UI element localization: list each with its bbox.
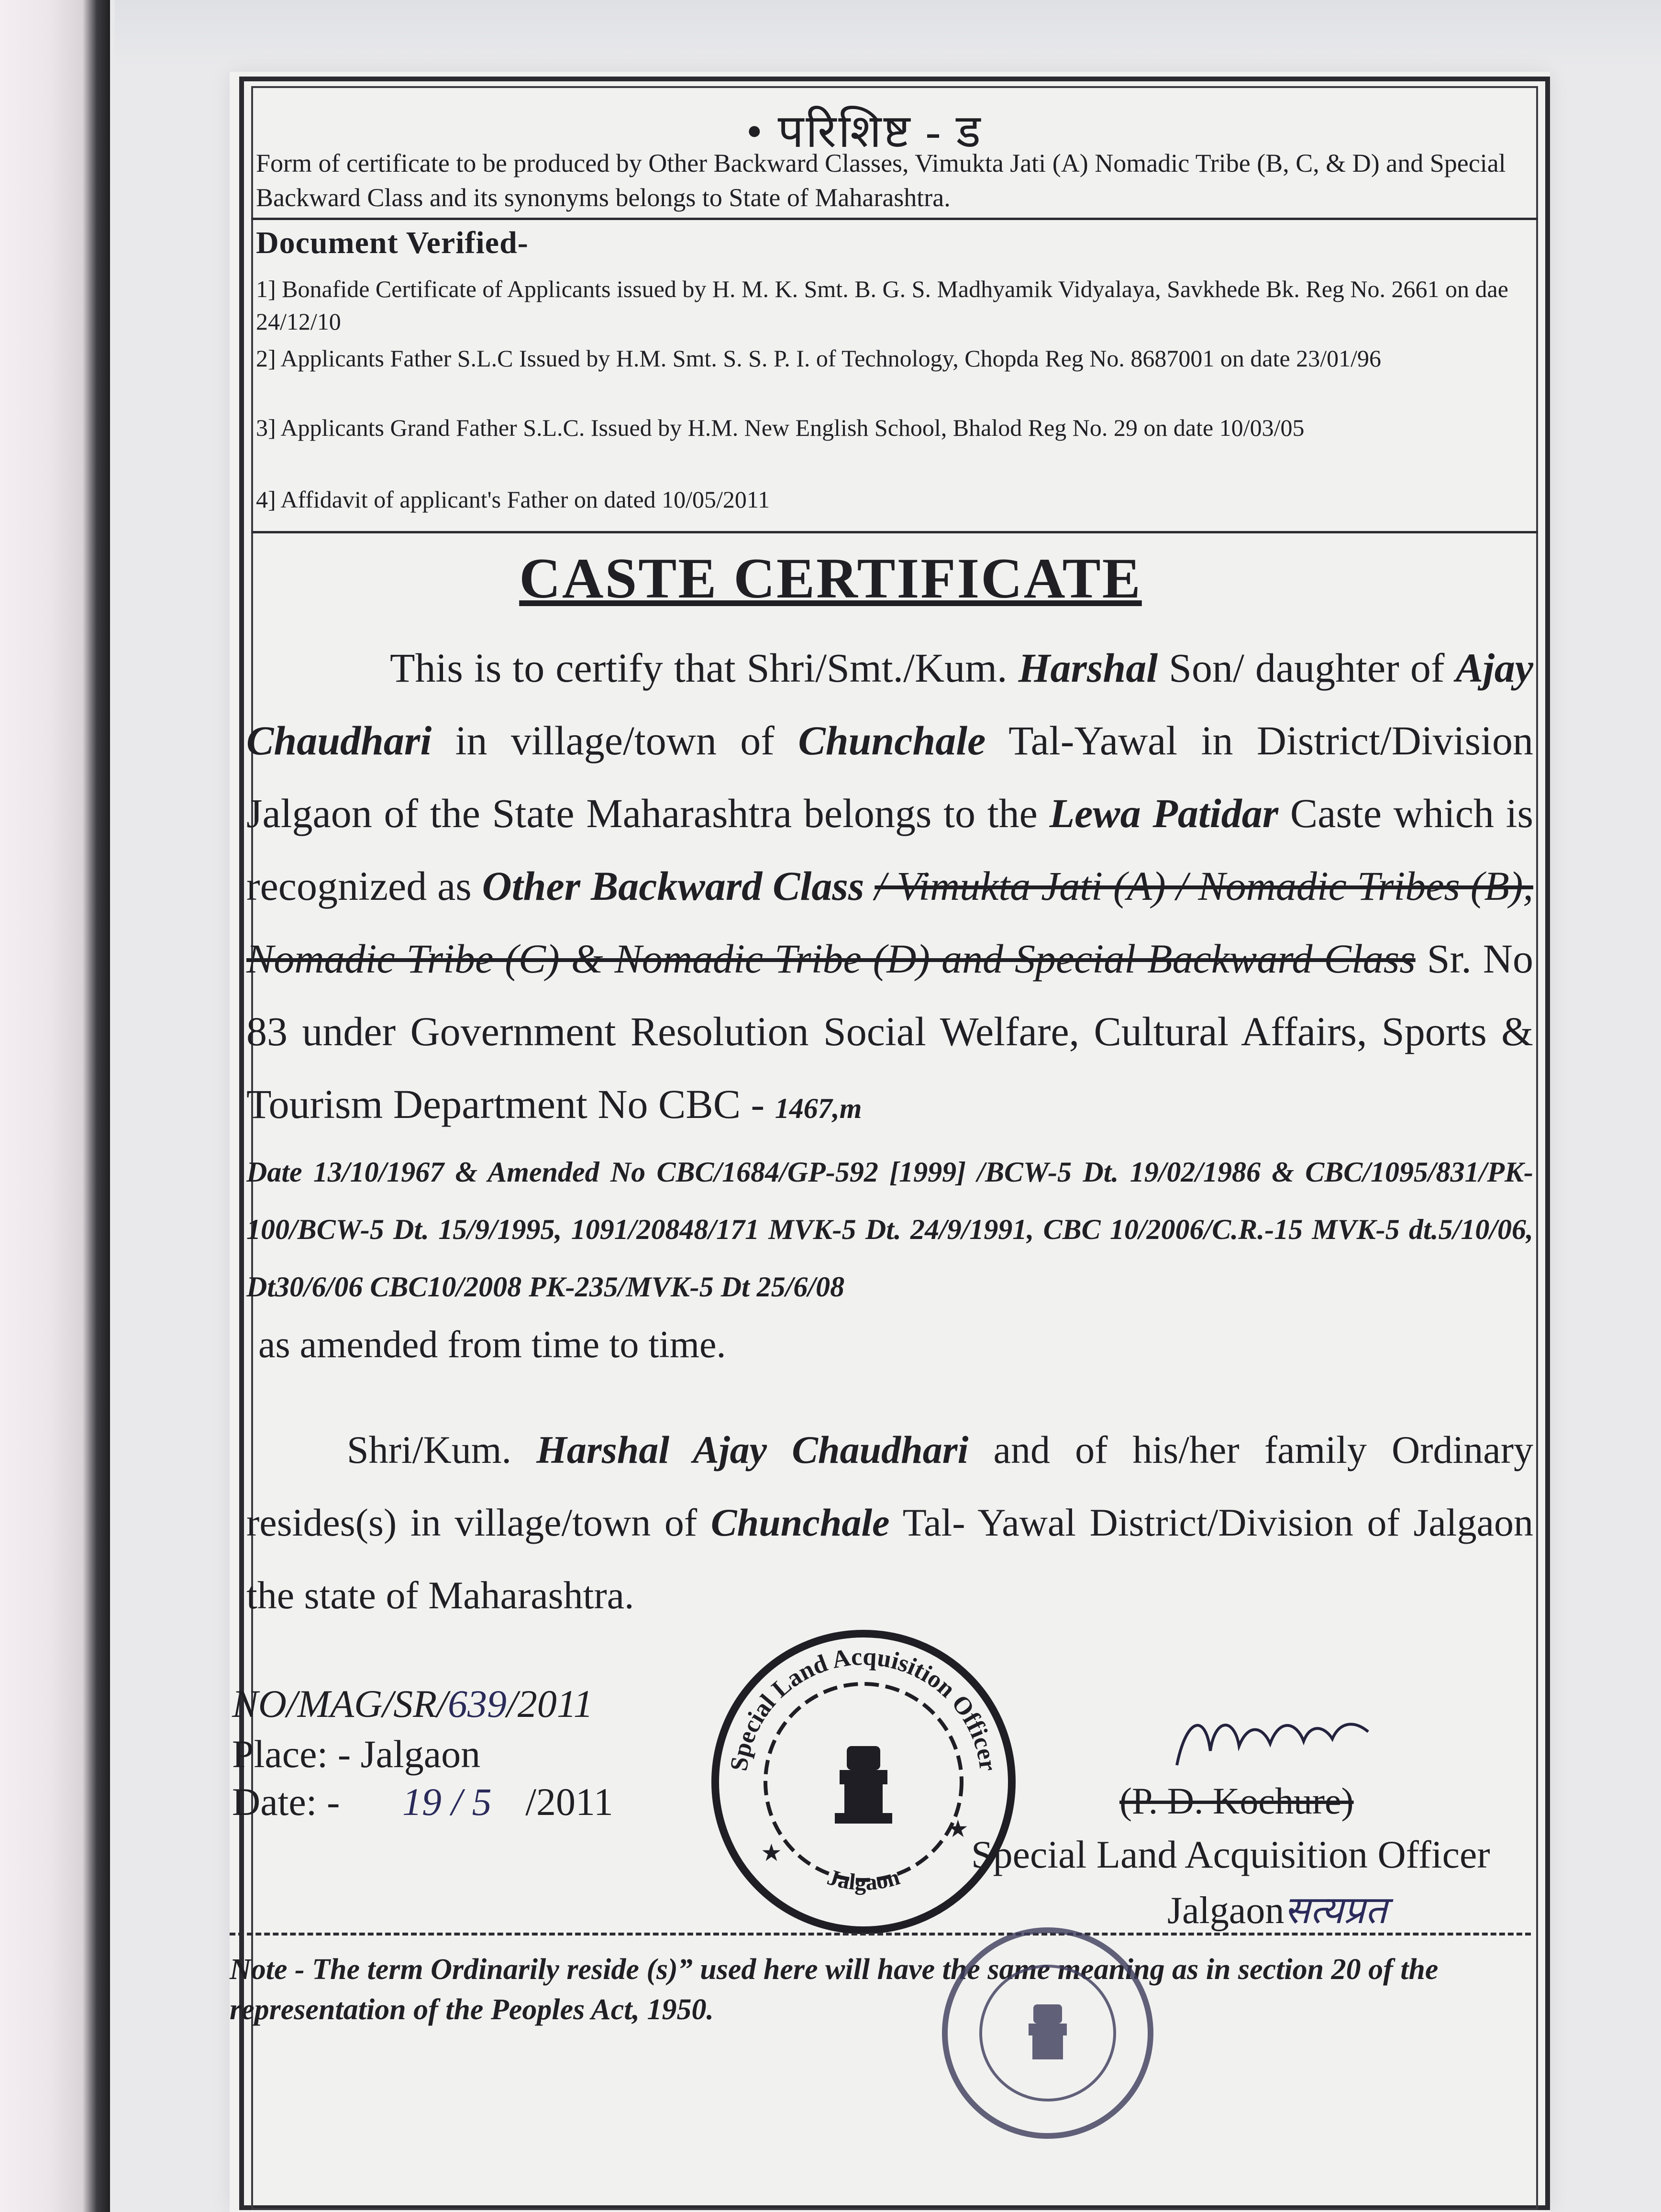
verified-item-1: 1] Bonafide Certificate of Applicants issued by H. M. K. Smt. B. G. S. Madhyamik Vidyalaya, Savkhede Bk. Reg No. 2661 on dae 24/12/10 [256,276,1508,335]
date-handwritten: 19 / 5 [402,1780,492,1824]
officer-designation: Special Land Acquisition Officer [971,1833,1490,1876]
attestation-seal-stamp [938,1923,1158,2143]
appendix-heading: • परिशिष्ट - ड [746,106,983,157]
text: This is to certify that Shri/Smt./Kum. [390,645,1008,691]
seal-top-text: Special Land Acquisition Officer [725,1643,1002,1773]
binder-edge [0,0,110,2212]
village-name: Chunchale [798,718,986,763]
svg-text:Jalgaon [824,1864,903,1895]
caste-name: Lewa Patidar [1049,790,1279,836]
footnote: Note - The term Ordinarily reside (s)” used here will have the same meaning as in section 20 of the representation of the Peoples Act, 1950. [230,1953,1439,2026]
text: in village/town of [455,718,775,763]
divider [251,531,1538,533]
star-icon: ★ [761,1839,782,1866]
place-line: Place: - Jalgaon [232,1732,481,1776]
number-handwritten: 639 [447,1682,507,1725]
verified-item-2: 2] Applicants Father S.L.C Issued by H.M. Smt. S. S. P. I. of Technology, Chopda Reg No. 8687001 on date 23/01/96 [256,345,1381,372]
true-copy-mark: सत्यप्रत [1284,1890,1387,1932]
verified-title: Document Verified- [256,225,529,260]
number-suffix: /2011 [506,1682,593,1725]
plastic-sleeve [115,0,1661,67]
struck-out-classes: / Vimukta Jati (A) / Nomadic Tribes (B), Nomadic Tribe (C) & Nomadic Tribe (D) and Special Backward Class [246,863,1534,982]
father-name: Ajay Chaudhari [246,645,1533,763]
office-place: Jalgaon [1167,1890,1285,1932]
village-name: Chunchale [710,1501,890,1544]
class-name: Other Backward Class [482,863,864,909]
seal-bottom-text: Jalgaon [824,1864,903,1895]
amended-line: as amended from time to time. [258,1324,726,1366]
date-year: /2011 [525,1780,613,1824]
applicant-first-name: Harshal [1018,645,1158,691]
verified-item-3: 3] Applicants Grand Father S.L.C. Issued by H.M. New English School, Bhalod Reg No. 29 on date 10/03/05 [256,414,1305,441]
verified-item-4: 4] Affidavit of applicant's Father on dated 10/05/2011 [256,486,770,513]
date-line [232,1777,613,1827]
star-icon: ★ [947,1815,969,1842]
certificate-paragraph-2 [246,1414,1533,1632]
reference-number: 1467,m [775,1093,862,1124]
text: Tal- Yawal District/Division of Jalgaon the state of Maharashtra. [246,1501,1533,1617]
text: Tal-Yawal in District/Division Jalgaon of the State Maharashtra belongs to the [246,718,1534,836]
text: and of his/her family Ordinary resides(s) in village/town of [246,1428,1534,1544]
certificate-paragraph-1 [246,631,1533,1145]
text: Son/ daughter of [1169,645,1445,691]
certificate-title: CASTE CERTIFICATE [519,546,1142,610]
certificate-number [232,1679,593,1729]
divider [251,218,1538,220]
office-seal-stamp [708,1626,1019,1937]
text: Caste which is recognized as [246,790,1533,909]
text: Sr. No 83 under Government Resolution Social Welfare, Cultural Affairs, Sports & Tourism Department No CBC - [246,936,1533,1127]
emblem-icon [835,1746,892,1824]
office-location [1167,1882,1387,1935]
dashed-divider [230,1933,1531,1936]
text: Shri/Kum. [347,1428,511,1471]
date-label: Date: - [232,1780,340,1824]
number-prefix: NO/MAG/SR/ [232,1682,448,1725]
form-description: Form of certificate to be produced by Other Backward Classes, Vimukta Jati (A) Nomadic Tribe (B, C, & D) and Special Backward Class and its synonyms belongs to State of Maharashtra. [256,149,1506,212]
applicant-full-name: Harshal Ajay Chaudhari [536,1428,969,1471]
emblem-icon [1029,2004,1067,2059]
signatory-name: (P. D. Kochure) [1119,1780,1354,1822]
signature [1167,1698,1378,1784]
government-resolution-references: Date 13/10/1967 & Amended No CBC/1684/GP-592 [1999] /BCW-5 Dt. 19/02/1986 & CBC/1095/831/PK-100/BCW-5 Dt. 15/9/1995, 1091/20848/171 MVK-5 Dt. 24/9/1991, CBC 10/2006/C.R.-15 MVK-5 dt.5/10/06, Dt30/6/06 CBC10/2008 PK-235/MVK-5 Dt 25/6/08 [246,1156,1533,1303]
